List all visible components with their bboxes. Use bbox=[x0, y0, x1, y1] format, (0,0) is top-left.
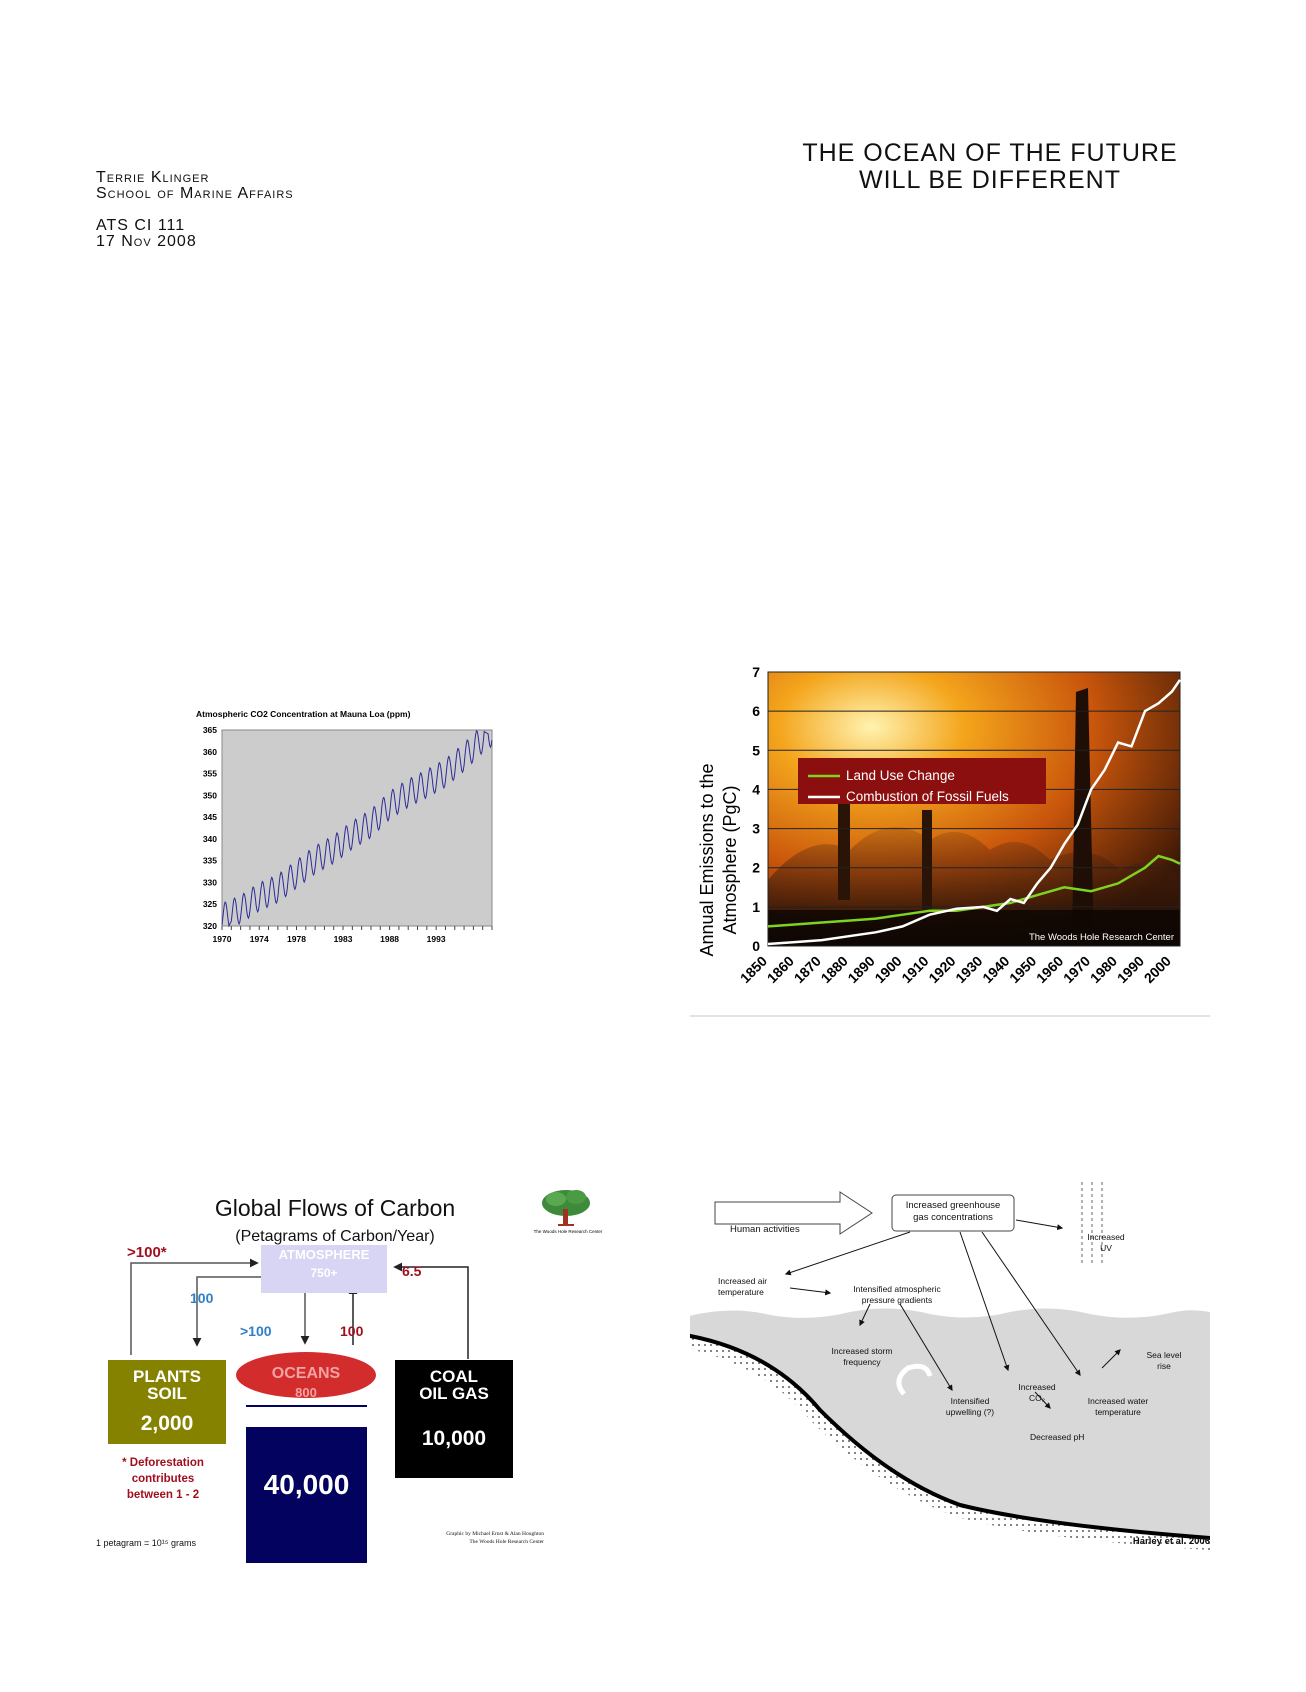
y-tick-label: 1 bbox=[752, 898, 760, 915]
y-tick-label: 320 bbox=[202, 921, 217, 931]
upwelling-line1: Intensified bbox=[950, 1396, 990, 1406]
x-tick-label: 1930 bbox=[952, 952, 986, 987]
atmosphere-label: ATMOSPHERE bbox=[278, 1247, 370, 1262]
label-human-activities: Human activities bbox=[730, 1224, 800, 1235]
x-tick-label: 1910 bbox=[898, 952, 932, 987]
y-tick-label: 325 bbox=[202, 899, 217, 910]
photo-background bbox=[768, 672, 1180, 946]
x-tick-label: 1980 bbox=[1086, 952, 1121, 987]
x-tick-label: 1890 bbox=[844, 952, 878, 987]
x-tick-label: 1870 bbox=[790, 952, 824, 987]
y-tick-label: 3 bbox=[752, 820, 760, 837]
arrow-to-pressure bbox=[790, 1288, 830, 1293]
flow-label-atm-to-plants: 100 bbox=[190, 1290, 214, 1306]
y-tick-label: 360 bbox=[202, 746, 217, 757]
label-upwelling bbox=[940, 1396, 1000, 1418]
label-co2 bbox=[1012, 1382, 1062, 1404]
y-tick-label: 2 bbox=[752, 859, 760, 876]
carbon-credit-line2: The Woods Hole Research Center bbox=[469, 1539, 544, 1545]
x-tick-label: 1850 bbox=[736, 952, 771, 987]
mauna-loa-co2-chart bbox=[180, 705, 510, 975]
woods-hole-logo bbox=[530, 1183, 610, 1241]
author-block bbox=[96, 170, 294, 250]
flow-label-atm-to-ocean: >100 bbox=[240, 1323, 272, 1339]
x-tick-label: 1960 bbox=[1032, 952, 1067, 987]
x-tick-label: 1950 bbox=[1006, 952, 1040, 987]
flow-label-fossil: 6.5 bbox=[402, 1263, 422, 1279]
course-code: ATS CI 111 bbox=[96, 217, 186, 234]
coal-label-line1: COAL bbox=[429, 1367, 479, 1386]
legend-label-land: Land Use Change bbox=[846, 768, 955, 783]
greenhouse-line2: gas concentrations bbox=[913, 1212, 993, 1223]
y-tick-label: 350 bbox=[202, 790, 217, 801]
y-tick-label: 355 bbox=[202, 768, 217, 779]
arrow-to-air-temp bbox=[786, 1232, 910, 1274]
label-uv bbox=[1078, 1232, 1134, 1254]
x-tick-label: 1978 bbox=[287, 934, 306, 944]
logo-caption: The Woods Hole Research Center bbox=[533, 1229, 603, 1234]
label-greenhouse bbox=[892, 1200, 1014, 1224]
label-pressure bbox=[842, 1284, 952, 1306]
footnote-line3: between 1 - 2 bbox=[126, 1489, 200, 1501]
footnote-line2: contributes bbox=[131, 1473, 195, 1485]
sea-line1: Sea level bbox=[1146, 1350, 1182, 1360]
plants-label-line1: PLANTS bbox=[133, 1367, 201, 1386]
storm-line1: Increased storm bbox=[831, 1346, 893, 1356]
y-axis-label-line1: Annual Emissions to the bbox=[697, 763, 717, 957]
coal-value: 10,000 bbox=[421, 1427, 487, 1450]
y-tick-label: 4 bbox=[752, 781, 760, 798]
y-tick-label: 345 bbox=[202, 812, 217, 823]
co2-line1: Increased bbox=[1018, 1382, 1056, 1392]
y-tick-label: 0 bbox=[752, 938, 760, 954]
coal-label-line2: OIL GAS bbox=[419, 1384, 489, 1403]
plants-value: 2,000 bbox=[140, 1412, 194, 1435]
plants-label-line2: SOIL bbox=[147, 1384, 187, 1403]
y-tick-label: 330 bbox=[202, 877, 217, 888]
arrow-to-uv bbox=[1016, 1220, 1062, 1228]
x-tick-label: 1920 bbox=[925, 952, 959, 987]
upwelling-line2: upwelling (?) bbox=[945, 1407, 995, 1417]
uv-line1: Increased bbox=[1087, 1232, 1125, 1242]
label-air-temp bbox=[718, 1276, 767, 1298]
slide-title-line2: WILL BE DIFFERENT bbox=[859, 166, 1121, 194]
slide-title-line1: THE OCEAN OF THE FUTURE bbox=[802, 139, 1178, 167]
label-sea-level bbox=[1136, 1350, 1192, 1372]
greenhouse-line1: Increased greenhouse bbox=[905, 1200, 1001, 1211]
chart-title: Atmospheric CO2 Concentration at Mauna Loa (ppm) bbox=[196, 709, 411, 719]
label-storm bbox=[822, 1346, 902, 1368]
water-line1: Increased water bbox=[1087, 1396, 1149, 1406]
storm-line2: frequency bbox=[843, 1357, 881, 1367]
sea-line2: rise bbox=[1157, 1361, 1171, 1371]
x-tick-label: 1940 bbox=[979, 952, 1013, 987]
legend-label-fossil: Combustion of Fossil Fuels bbox=[846, 789, 1009, 804]
atmosphere-value: 750+ bbox=[310, 1266, 338, 1280]
x-tick-label: 1990 bbox=[1113, 952, 1148, 987]
x-tick-label: 1983 bbox=[333, 934, 353, 944]
flow-label-ocean-to-atm: 100 bbox=[340, 1323, 364, 1339]
y-axis-label-line2: Atmosphere (PgC) bbox=[720, 785, 740, 935]
chart-credit: The Woods Hole Research Center bbox=[1028, 932, 1174, 943]
y-tick-label: 335 bbox=[202, 855, 217, 866]
y-tick-label: 6 bbox=[752, 703, 760, 720]
flow-label-plants-to-atm: >100* bbox=[127, 1244, 167, 1261]
x-tick-label: 2000 bbox=[1140, 952, 1175, 987]
uv-line2: UV bbox=[1100, 1243, 1112, 1253]
carbon-subtitle: (Petagrams of Carbon/Year) bbox=[235, 1228, 435, 1245]
air-line1: Increased air bbox=[718, 1276, 768, 1286]
deforestation-footnote bbox=[108, 1455, 218, 1503]
oceans-label: OCEANS bbox=[271, 1365, 341, 1382]
carbon-title: Global Flows of Carbon bbox=[214, 1195, 456, 1221]
x-tick-label: 1988 bbox=[380, 934, 400, 944]
water-line2: temperature bbox=[1095, 1407, 1141, 1417]
flow-arrow-fossil-to-atm bbox=[395, 1267, 468, 1359]
author-affiliation: School of Marine Affairs bbox=[96, 185, 294, 202]
y-tick-label: 7 bbox=[752, 664, 760, 680]
label-ph: Decreased pH bbox=[1030, 1432, 1085, 1442]
y-tick-label: 340 bbox=[202, 833, 217, 844]
label-water-temp bbox=[1076, 1396, 1160, 1418]
x-tick-label: 1993 bbox=[426, 934, 446, 944]
x-tick-label: 1880 bbox=[817, 952, 851, 987]
pressure-line1: Intensified atmospheric bbox=[853, 1284, 941, 1294]
air-line2: temperature bbox=[718, 1287, 764, 1297]
x-tick-label: 1860 bbox=[763, 952, 798, 987]
tree-icon bbox=[542, 1190, 590, 1225]
pressure-line2: pressure gradients bbox=[861, 1295, 933, 1305]
chart-legend bbox=[798, 758, 1046, 804]
x-tick-label: 1970 bbox=[212, 934, 232, 944]
unit-note: 1 petagram = 10¹⁵ grams bbox=[96, 1538, 197, 1548]
carbon-credit bbox=[412, 1530, 544, 1546]
slide-title bbox=[770, 140, 1210, 194]
x-tick-label: 1900 bbox=[871, 952, 905, 987]
ocean-mixing-gap bbox=[237, 1407, 377, 1427]
x-tick-label: 1970 bbox=[1059, 952, 1094, 987]
author-name: Terrie Klinger bbox=[96, 169, 210, 186]
chart-base-rule bbox=[690, 1015, 1210, 1017]
co2-line2: CO₂ bbox=[1028, 1393, 1046, 1403]
y-tick-label: 365 bbox=[202, 725, 217, 735]
diagram-citation: Harley et al. 2006 bbox=[1132, 1536, 1210, 1547]
annual-emissions-chart bbox=[690, 660, 1210, 1020]
deep-ocean-value: 40,000 bbox=[263, 1469, 350, 1500]
lecture-date: 17 Nov 2008 bbox=[96, 233, 197, 250]
carbon-credit-line1: Graphic by Michael Ernst & Alan Houghton bbox=[446, 1531, 544, 1537]
y-tick-label: 5 bbox=[752, 742, 760, 759]
x-tick-label: 1974 bbox=[249, 934, 269, 944]
footnote-line1: * Deforestation bbox=[122, 1457, 204, 1469]
oceans-value: 800 bbox=[295, 1385, 317, 1400]
